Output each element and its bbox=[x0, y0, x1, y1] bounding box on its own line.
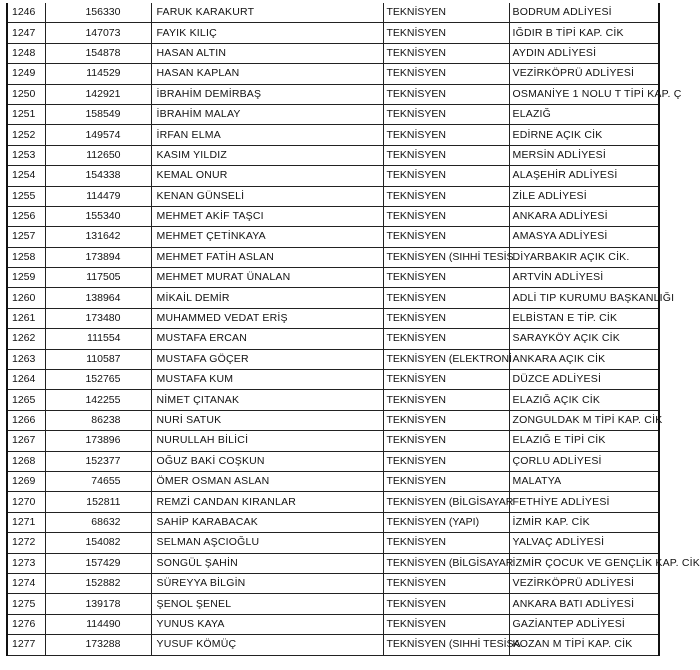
assignment-location-cell: AYDIN ADLİYESİ bbox=[509, 43, 659, 63]
registry-number-cell: 74655 bbox=[45, 471, 151, 491]
assignment-location-cell: İZMİR ÇOCUK VE GENÇLİK KAP. CİK bbox=[509, 553, 659, 573]
registry-number-cell: 158549 bbox=[45, 104, 151, 124]
assignment-location-cell: ANKARA AÇIK CİK bbox=[509, 349, 659, 369]
assignment-location-cell: KOZAN M TİPİ KAP. CİK bbox=[509, 635, 659, 655]
table-row bbox=[7, 512, 659, 532]
table-row bbox=[7, 166, 659, 186]
table-row bbox=[7, 84, 659, 104]
registry-number-cell: 68632 bbox=[45, 512, 151, 532]
table-row bbox=[7, 410, 659, 430]
registry-number-cell: 173480 bbox=[45, 308, 151, 328]
registry-number-cell: 173896 bbox=[45, 431, 151, 451]
registry-number-cell: 149574 bbox=[45, 125, 151, 145]
full-name-cell: MEHMET ÇETİNKAYA bbox=[151, 227, 383, 247]
row-number-cell: 1270 bbox=[7, 492, 45, 512]
job-title-cell: TEKNİSYEN bbox=[383, 227, 509, 247]
table-row bbox=[7, 451, 659, 471]
full-name-cell: İBRAHİM DEMİRBAŞ bbox=[151, 84, 383, 104]
job-title-cell: TEKNİSYEN (SIHHİ TESİSA bbox=[383, 635, 509, 655]
full-name-cell: NURİ SATUK bbox=[151, 410, 383, 430]
table-row bbox=[7, 349, 659, 369]
row-number-cell: 1265 bbox=[7, 390, 45, 410]
registry-number-cell: 173288 bbox=[45, 635, 151, 655]
job-title-cell: TEKNİSYEN bbox=[383, 3, 509, 23]
table-row bbox=[7, 471, 659, 491]
table-row bbox=[7, 635, 659, 655]
assignment-location-cell: İZMİR KAP. CİK bbox=[509, 512, 659, 532]
job-title-cell: TEKNİSYEN (ELEKTRONİ bbox=[383, 349, 509, 369]
job-title-cell: TEKNİSYEN bbox=[383, 145, 509, 165]
full-name-cell: İRFAN ELMA bbox=[151, 125, 383, 145]
table-row bbox=[7, 64, 659, 84]
full-name-cell: HASAN ALTIN bbox=[151, 43, 383, 63]
table-row bbox=[7, 268, 659, 288]
row-number-cell: 1261 bbox=[7, 308, 45, 328]
row-number-cell: 1252 bbox=[7, 125, 45, 145]
table-row bbox=[7, 614, 659, 634]
table-row bbox=[7, 206, 659, 226]
job-title-cell: TEKNİSYEN bbox=[383, 84, 509, 104]
row-number-cell: 1275 bbox=[7, 594, 45, 614]
assignment-location-cell: ÇORLU ADLİYESİ bbox=[509, 451, 659, 471]
row-number-cell: 1269 bbox=[7, 471, 45, 491]
registry-number-cell: 147073 bbox=[45, 23, 151, 43]
row-number-cell: 1266 bbox=[7, 410, 45, 430]
assignment-location-cell: ZİLE ADLİYESİ bbox=[509, 186, 659, 206]
job-title-cell: TEKNİSYEN bbox=[383, 268, 509, 288]
table-row bbox=[7, 553, 659, 573]
row-number-cell: 1267 bbox=[7, 431, 45, 451]
table-row bbox=[7, 492, 659, 512]
full-name-cell: SAHİP KARABACAK bbox=[151, 512, 383, 532]
full-name-cell: MUSTAFA KUM bbox=[151, 370, 383, 390]
registry-number-cell: 154338 bbox=[45, 166, 151, 186]
assignment-location-cell: FETHİYE ADLİYESİ bbox=[509, 492, 659, 512]
full-name-cell: HASAN KAPLAN bbox=[151, 64, 383, 84]
registry-number-cell: 152811 bbox=[45, 492, 151, 512]
registry-number-cell: 152882 bbox=[45, 573, 151, 593]
assignment-location-cell: IĞDIR B TİPİ KAP. CİK bbox=[509, 23, 659, 43]
assignment-location-cell: ELAZIĞ bbox=[509, 104, 659, 124]
assignment-location-cell: MERSİN ADLİYESİ bbox=[509, 145, 659, 165]
full-name-cell: KEMAL ONUR bbox=[151, 166, 383, 186]
job-title-cell: TEKNİSYEN bbox=[383, 43, 509, 63]
registry-number-cell: 138964 bbox=[45, 288, 151, 308]
job-title-cell: TEKNİSYEN bbox=[383, 410, 509, 430]
assignment-location-cell: ELAZIĞ AÇIK CİK bbox=[509, 390, 659, 410]
table-row bbox=[7, 533, 659, 553]
assignment-location-cell: VEZİRKÖPRÜ ADLİYESİ bbox=[509, 64, 659, 84]
row-number-cell: 1260 bbox=[7, 288, 45, 308]
registry-number-cell: 112650 bbox=[45, 145, 151, 165]
row-number-cell: 1247 bbox=[7, 23, 45, 43]
registry-number-cell: 154878 bbox=[45, 43, 151, 63]
full-name-cell: İBRAHİM MALAY bbox=[151, 104, 383, 124]
row-number-cell: 1277 bbox=[7, 635, 45, 655]
row-number-cell: 1250 bbox=[7, 84, 45, 104]
row-number-cell: 1257 bbox=[7, 227, 45, 247]
personnel-table bbox=[6, 3, 700, 656]
registry-number-cell: 114479 bbox=[45, 186, 151, 206]
registry-number-cell: 142255 bbox=[45, 390, 151, 410]
job-title-cell: TEKNİSYEN (YAPI) bbox=[383, 512, 509, 532]
full-name-cell: MUHAMMED VEDAT ERİŞ bbox=[151, 308, 383, 328]
row-number-cell: 1262 bbox=[7, 329, 45, 349]
job-title-cell: TEKNİSYEN bbox=[383, 533, 509, 553]
registry-number-cell: 157429 bbox=[45, 553, 151, 573]
row-number-cell: 1251 bbox=[7, 104, 45, 124]
table-row bbox=[7, 43, 659, 63]
registry-number-cell: 155340 bbox=[45, 206, 151, 226]
row-number-cell: 1264 bbox=[7, 370, 45, 390]
job-title-cell: TEKNİSYEN bbox=[383, 471, 509, 491]
full-name-cell: REMZİ CANDAN KIRANLAR bbox=[151, 492, 383, 512]
assignment-location-cell: ALAŞEHİR ADLİYESİ bbox=[509, 166, 659, 186]
full-name-cell: MEHMET MURAT ÜNALAN bbox=[151, 268, 383, 288]
table-row bbox=[7, 370, 659, 390]
job-title-cell: TEKNİSYEN bbox=[383, 206, 509, 226]
assignment-location-cell: YALVAÇ ADLİYESİ bbox=[509, 533, 659, 553]
row-number-cell: 1249 bbox=[7, 64, 45, 84]
registry-number-cell: 114490 bbox=[45, 614, 151, 634]
job-title-cell: TEKNİSYEN bbox=[383, 451, 509, 471]
row-number-cell: 1253 bbox=[7, 145, 45, 165]
job-title-cell: TEKNİSYEN bbox=[383, 288, 509, 308]
assignment-location-cell: OSMANİYE 1 NOLU T TİPİ KAP. Ç bbox=[509, 84, 659, 104]
table-row bbox=[7, 308, 659, 328]
row-number-cell: 1256 bbox=[7, 206, 45, 226]
row-number-cell: 1276 bbox=[7, 614, 45, 634]
personnel-table-body bbox=[7, 3, 700, 655]
full-name-cell: MİKAİL DEMİR bbox=[151, 288, 383, 308]
table-row bbox=[7, 186, 659, 206]
registry-number-cell: 114529 bbox=[45, 64, 151, 84]
full-name-cell: FARUK KARAKURT bbox=[151, 3, 383, 23]
row-number-cell: 1248 bbox=[7, 43, 45, 63]
table-row bbox=[7, 288, 659, 308]
registry-number-cell: 111554 bbox=[45, 329, 151, 349]
full-name-cell: MEHMET FATİH ASLAN bbox=[151, 247, 383, 267]
row-number-cell: 1246 bbox=[7, 3, 45, 23]
assignment-location-cell: MALATYA bbox=[509, 471, 659, 491]
assignment-location-cell: DİYARBAKIR AÇIK CİK. bbox=[509, 247, 659, 267]
full-name-cell: MUSTAFA GÖÇER bbox=[151, 349, 383, 369]
registry-number-cell: 139178 bbox=[45, 594, 151, 614]
job-title-cell: TEKNİSYEN bbox=[383, 594, 509, 614]
row-number-cell: 1271 bbox=[7, 512, 45, 532]
table-row bbox=[7, 573, 659, 593]
table-row bbox=[7, 431, 659, 451]
row-number-cell: 1268 bbox=[7, 451, 45, 471]
job-title-cell: TEKNİSYEN bbox=[383, 370, 509, 390]
assignment-location-cell: ELBİSTAN E TİP. CİK bbox=[509, 308, 659, 328]
registry-number-cell: 117505 bbox=[45, 268, 151, 288]
job-title-cell: TEKNİSYEN bbox=[383, 573, 509, 593]
full-name-cell: ÖMER OSMAN ASLAN bbox=[151, 471, 383, 491]
registry-number-cell: 131642 bbox=[45, 227, 151, 247]
registry-number-cell: 156330 bbox=[45, 3, 151, 23]
assignment-location-cell: EDİRNE AÇIK CİK bbox=[509, 125, 659, 145]
full-name-cell: MEHMET AKİF TAŞCI bbox=[151, 206, 383, 226]
assignment-location-cell: DÜZCE ADLİYESİ bbox=[509, 370, 659, 390]
job-title-cell: TEKNİSYEN bbox=[383, 614, 509, 634]
row-number-cell: 1274 bbox=[7, 573, 45, 593]
row-number-cell: 1254 bbox=[7, 166, 45, 186]
full-name-cell: NİMET ÇITANAK bbox=[151, 390, 383, 410]
table-row bbox=[7, 3, 659, 23]
job-title-cell: TEKNİSYEN (BİLGİSAYAR bbox=[383, 492, 509, 512]
registry-number-cell: 152377 bbox=[45, 451, 151, 471]
registry-number-cell: 110587 bbox=[45, 349, 151, 369]
full-name-cell: NURULLAH BİLİCİ bbox=[151, 431, 383, 451]
assignment-location-cell: AMASYA ADLİYESİ bbox=[509, 227, 659, 247]
assignment-location-cell: ARTVİN ADLİYESİ bbox=[509, 268, 659, 288]
row-number-cell: 1258 bbox=[7, 247, 45, 267]
assignment-location-cell: ANKARA ADLİYESİ bbox=[509, 206, 659, 226]
job-title-cell: TEKNİSYEN bbox=[383, 390, 509, 410]
job-title-cell: TEKNİSYEN bbox=[383, 166, 509, 186]
row-number-cell: 1263 bbox=[7, 349, 45, 369]
row-number-cell: 1273 bbox=[7, 553, 45, 573]
assignment-location-cell: GAZİANTEP ADLİYESİ bbox=[509, 614, 659, 634]
job-title-cell: TEKNİSYEN bbox=[383, 308, 509, 328]
full-name-cell: SÜREYYA BİLGİN bbox=[151, 573, 383, 593]
registry-number-cell: 142921 bbox=[45, 84, 151, 104]
table-row bbox=[7, 594, 659, 614]
job-title-cell: TEKNİSYEN bbox=[383, 186, 509, 206]
table-row bbox=[7, 329, 659, 349]
row-number-cell: 1259 bbox=[7, 268, 45, 288]
table-row bbox=[7, 104, 659, 124]
job-title-cell: TEKNİSYEN bbox=[383, 23, 509, 43]
full-name-cell: YUSUF KÖMÜÇ bbox=[151, 635, 383, 655]
registry-number-cell: 154082 bbox=[45, 533, 151, 553]
full-name-cell: SONGÜL ŞAHİN bbox=[151, 553, 383, 573]
job-title-cell: TEKNİSYEN (BİLGİSAYAR bbox=[383, 553, 509, 573]
full-name-cell: KENAN GÜNSELİ bbox=[151, 186, 383, 206]
full-name-cell: OĞUZ BAKİ COŞKUN bbox=[151, 451, 383, 471]
table-row bbox=[7, 125, 659, 145]
table-row bbox=[7, 23, 659, 43]
assignment-location-cell: VEZİRKÖPRÜ ADLİYESİ bbox=[509, 573, 659, 593]
registry-number-cell: 86238 bbox=[45, 410, 151, 430]
registry-number-cell: 152765 bbox=[45, 370, 151, 390]
assignment-location-cell: ANKARA BATI ADLİYESİ bbox=[509, 594, 659, 614]
table-row bbox=[7, 247, 659, 267]
job-title-cell: TEKNİSYEN bbox=[383, 104, 509, 124]
row-number-cell: 1272 bbox=[7, 533, 45, 553]
full-name-cell: YUNUS KAYA bbox=[151, 614, 383, 634]
full-name-cell: FAYIK KILIÇ bbox=[151, 23, 383, 43]
assignment-location-cell: ZONGULDAK M TİPİ KAP. CİK bbox=[509, 410, 659, 430]
job-title-cell: TEKNİSYEN bbox=[383, 125, 509, 145]
assignment-location-cell: BODRUM ADLİYESİ bbox=[509, 3, 659, 23]
assignment-location-cell: SARAYKÖY AÇIK CİK bbox=[509, 329, 659, 349]
table-row bbox=[7, 390, 659, 410]
job-title-cell: TEKNİSYEN bbox=[383, 64, 509, 84]
job-title-cell: TEKNİSYEN (SIHHİ TESİS bbox=[383, 247, 509, 267]
full-name-cell: MUSTAFA ERCAN bbox=[151, 329, 383, 349]
full-name-cell: SELMAN AŞCIOĞLU bbox=[151, 533, 383, 553]
full-name-cell: ŞENOL ŞENEL bbox=[151, 594, 383, 614]
assignment-location-cell: ELAZIĞ E TİPİ CİK bbox=[509, 431, 659, 451]
assignment-location-cell: ADLİ TIP KURUMU BAŞKANLIĞI bbox=[509, 288, 659, 308]
registry-number-cell: 173894 bbox=[45, 247, 151, 267]
table-row bbox=[7, 145, 659, 165]
table-row bbox=[7, 227, 659, 247]
job-title-cell: TEKNİSYEN bbox=[383, 329, 509, 349]
job-title-cell: TEKNİSYEN bbox=[383, 431, 509, 451]
row-number-cell: 1255 bbox=[7, 186, 45, 206]
full-name-cell: KASIM YILDIZ bbox=[151, 145, 383, 165]
